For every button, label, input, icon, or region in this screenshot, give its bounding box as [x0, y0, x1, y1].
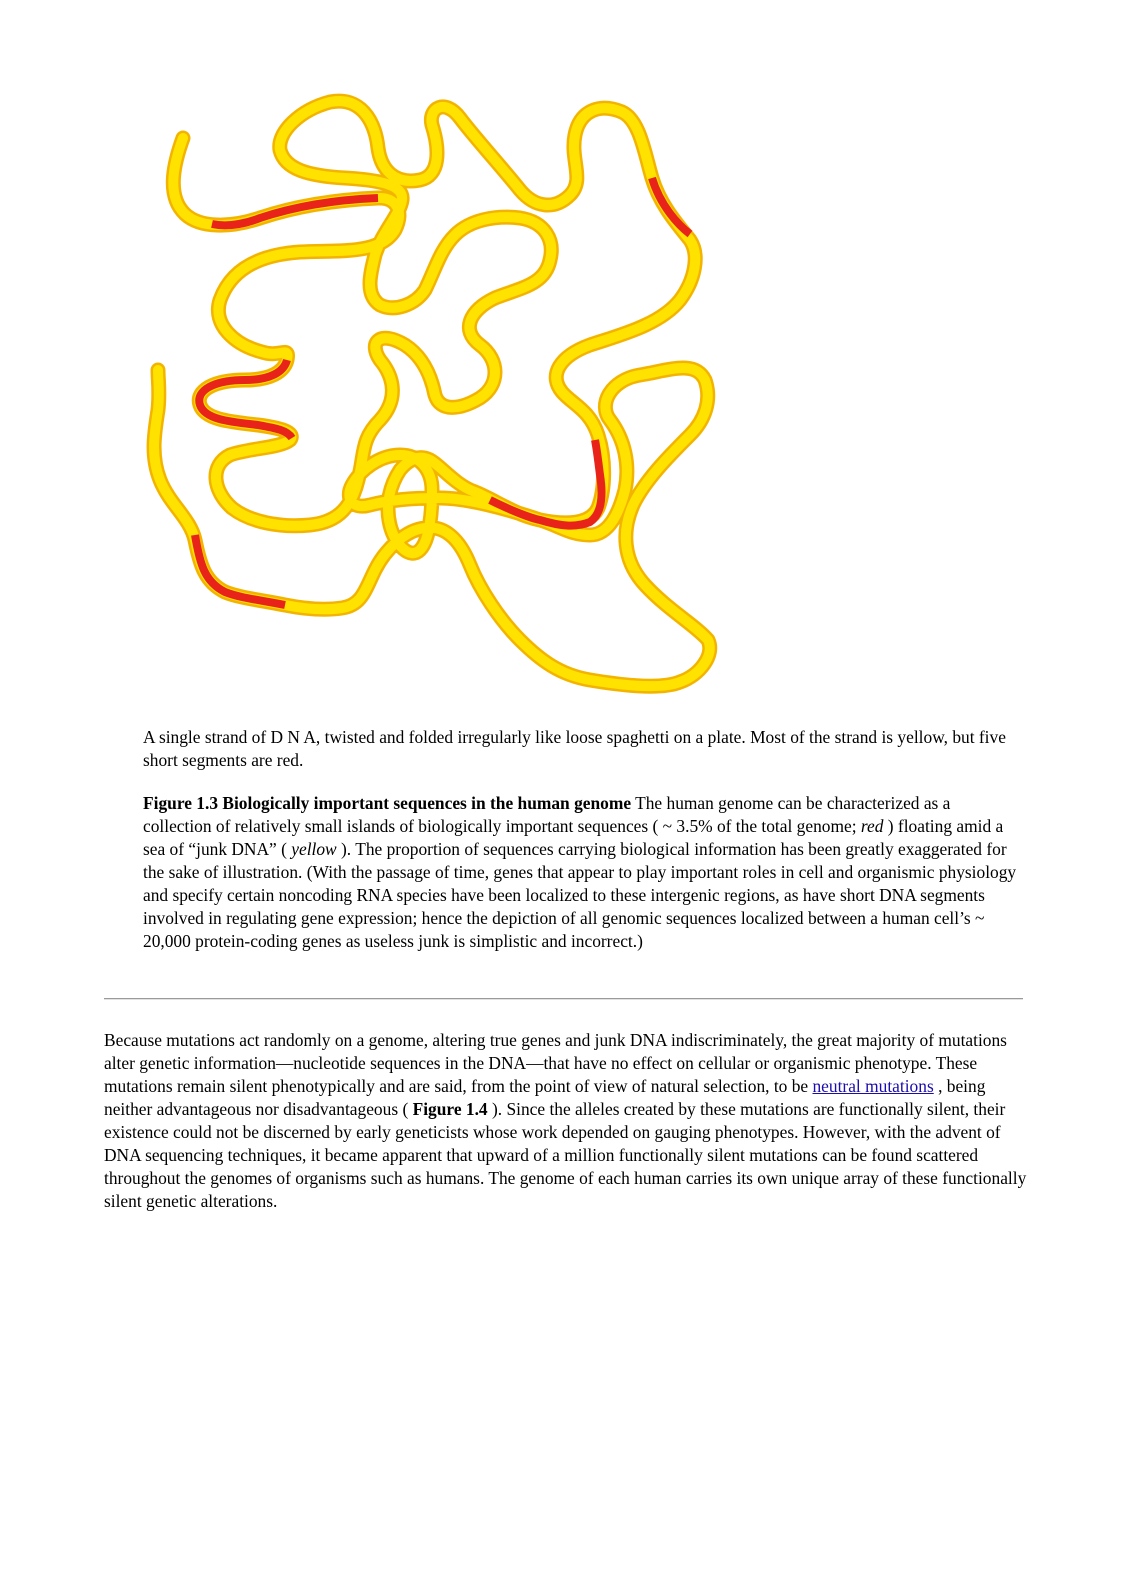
figure-caption-emphasis: yellow: [291, 839, 337, 859]
figure-caption-text: ). The proportion of sequences carrying biological information has been greatly exaggerated for the sake of illustration. (With the passage of time, genes that appear to play important roles in cell and organismic physiology and specify certain noncoding RNA species have been localized to these intergenic regions, as have short DNA segments involved in regulating gene expression; hence the depiction of all genomic sequences localized between a human cell’s ~ 20,000 protein-coding genes as useless junk is simplistic and incorrect.): [143, 839, 1017, 951]
figure-caption-text: The human genome can be characterized as a collection of relatively small islands of biologically important sequences ( ~ 3.5% of the total genome;: [143, 793, 951, 836]
figure-description: A single strand of D N A, twisted and folded irregularly like loose spaghetti on a plate. Most of the strand is yellow, but five short segments are red.: [143, 727, 1006, 770]
body-text: , being neither advantageous nor disadvantageous (: [104, 1076, 986, 1119]
important-sequence-segment: [199, 360, 292, 438]
body-text: ). Since the alleles created by these mutations are functionally silent, their existence could not be discerned by early geneticists whose work depended on gauging phenotypes. However, with the advent of DNA sequencing techniques, it became apparent that upward of a million functionally silent mutations can be found scattered throughout the genomes of organisms such as humans. The genome of each human carries its own unique array of these functionally silent genetic alterations.: [104, 1099, 1027, 1211]
figure-caption-title: Figure 1.3 Biologically important sequences in the human genome: [143, 793, 632, 813]
figure-reference: Figure 1.4: [412, 1099, 488, 1119]
body-text: Because mutations act randomly on a genome, altering true genes and junk DNA indiscriminately, the great majority of mutations alter genetic information—nucleotide sequences in the DNA—that have no effect on cellular or organismic phenotype. These mutations remain silent phenotypically and are said, from the point of view of natural selection, to be: [104, 1030, 1007, 1096]
dna-strand-figure: [0, 0, 1123, 720]
neutral-mutations-link[interactable]: neutral mutations: [812, 1076, 934, 1096]
figure-caption: [143, 792, 1023, 953]
figure-caption-text: ) floating amid a sea of “junk DNA” (: [143, 816, 1004, 859]
section-divider: [104, 998, 1023, 1000]
body-paragraph: [104, 1029, 1029, 1213]
figure-caption-emphasis: red: [860, 816, 884, 836]
